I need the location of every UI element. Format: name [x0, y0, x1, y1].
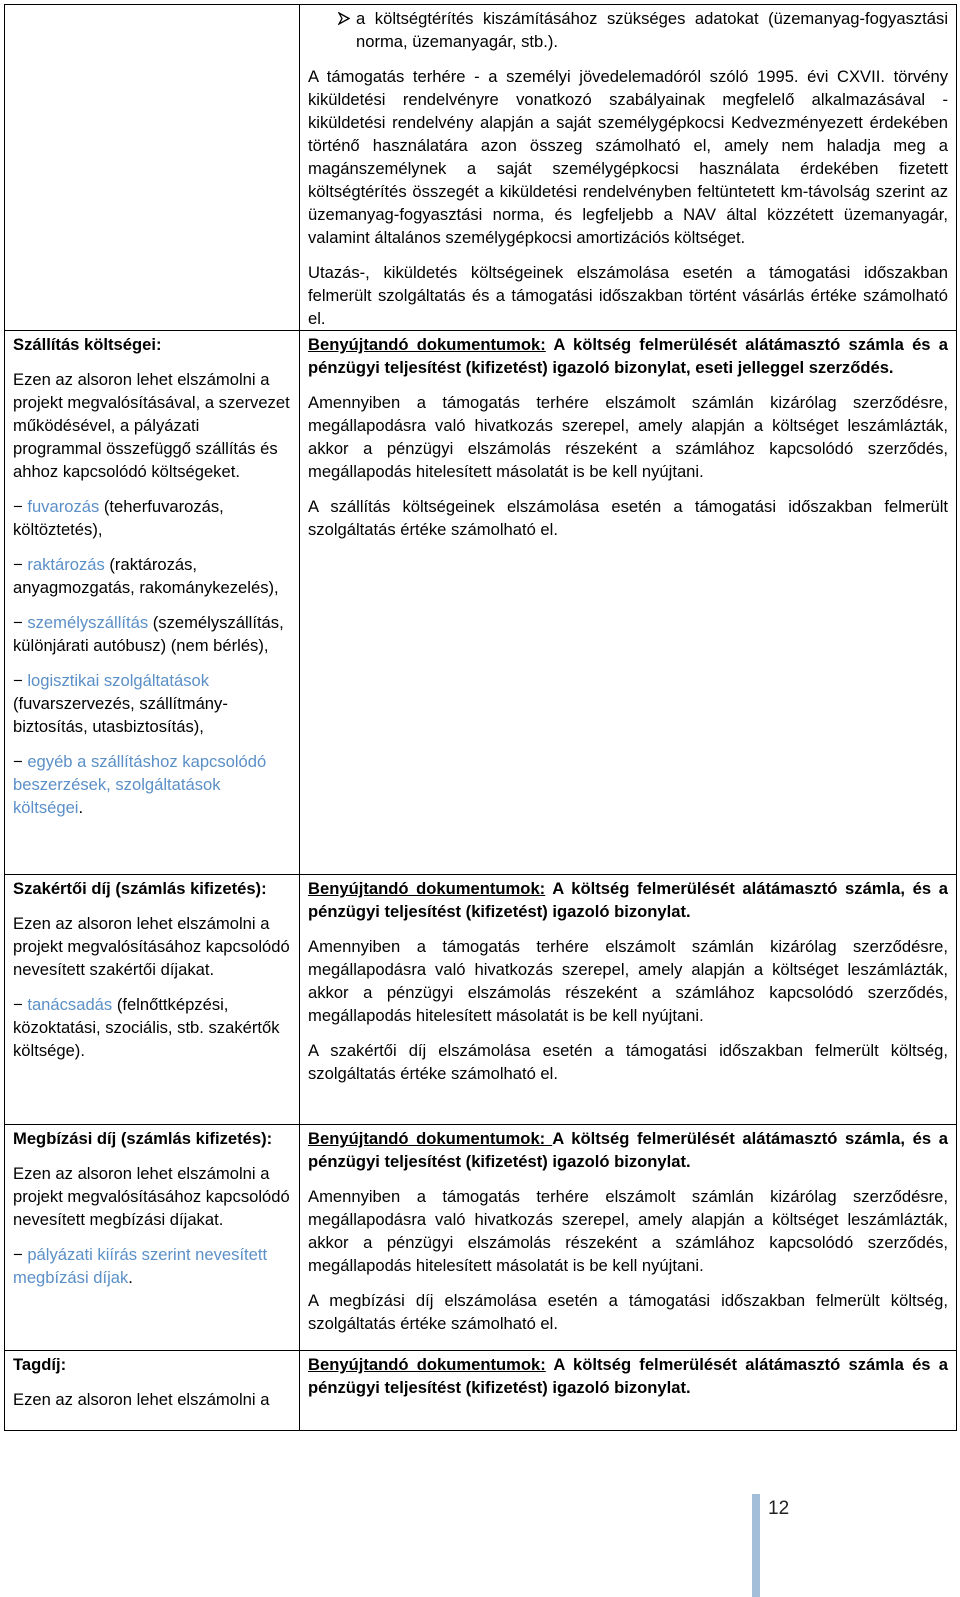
- item-link[interactable]: pályázati kiírás szerint nevesített megbízási díjak: [13, 1245, 268, 1287]
- right-cell: [300, 1351, 957, 1431]
- documents-label: Benyújtandó dokumentumok:: [308, 1129, 553, 1148]
- table-row: [5, 875, 957, 1125]
- paragraph: Amennyiben a támogatás terhére elszámolt számlán kizárólag szerződésre, megállapodásra való hivatkozás szerepel, amely alapján a költséget leszámlázták, akkor a pénzügyi elszámolás részeként a számlához kapcsolódó szerződés, megállapodás hitelesített másolatát is be kell nyújtani.: [308, 937, 948, 1025]
- documents-required: Benyújtandó dokumentumok: A költség felmerülését alátámasztó számla, és a pénzügyi teljesítést (kifizetést) igazoló bizonylat.: [308, 879, 948, 921]
- left-cell: [5, 875, 300, 1125]
- item-link[interactable]: tanácsadás: [27, 995, 113, 1014]
- section-intro: Ezen az alsoron lehet elszámolni a projekt megvalósításával, a szervezet működésével, a pályázati programmal összefüggő szállítás és ahhoz kapcsolódó költségeket.: [13, 370, 290, 481]
- right-cell: [300, 5, 957, 331]
- documents-required: Benyújtandó dokumentumok: A költség felmerülését alátámasztó számla, és a pénzügyi teljesítést (kifizetést) igazoló bizonylat.: [308, 1129, 948, 1171]
- section-intro: Ezen az alsoron lehet elszámolni a projekt megvalósításához kapcsolódó nevesített megbízási díjakat.: [13, 1164, 290, 1229]
- list-item: − személyszállítás (személyszállítás, különjárati autóbusz) (nem bérlés),: [13, 613, 284, 655]
- list-item: − pályázati kiírás szerint nevesített megbízási díjak.: [13, 1245, 268, 1287]
- section-title: Tagdíj:: [13, 1355, 67, 1374]
- item-link[interactable]: személyszállítás: [27, 613, 149, 632]
- item-link[interactable]: raktározás: [27, 555, 105, 574]
- documents-label: Benyújtandó dokumentumok:: [308, 335, 546, 354]
- bullet-text: a költségtérítés kiszámításához szükséges adatokat (üzemanyag-fogyasztási norma, üzemanyagár, stb.).: [356, 9, 948, 51]
- right-cell: [300, 875, 957, 1125]
- documents-label: Benyújtandó dokumentumok:: [308, 1355, 546, 1374]
- item-link[interactable]: egyéb a szállításhoz kapcsolódó beszerzések, szolgáltatások költségei: [13, 752, 267, 817]
- item-link[interactable]: logisztikai szolgáltatások: [27, 671, 210, 690]
- section-intro: Ezen az alsoron lehet elszámolni a: [13, 1390, 270, 1409]
- left-cell: [5, 1351, 300, 1431]
- documents-required: Benyújtandó dokumentumok: A költség felmerülését alátámasztó számla és a pénzügyi teljesítést (kifizetést) igazoló bizonylat.: [308, 1355, 948, 1397]
- list-item: − raktározás (raktározás, anyagmozgatás, rakománykezelés),: [13, 555, 279, 597]
- documents-required: Benyújtandó dokumentumok: A költség felmerülését alátámasztó számla és a pénzügyi teljesítést (kifizetést) igazoló bizonylat, eseti jelleggel szerződés.: [308, 335, 948, 377]
- left-cell: [5, 5, 300, 331]
- section-title: Szakértői díj (számlás kifizetés):: [13, 879, 267, 898]
- paragraph: Utazás-, kiküldetés költségeinek elszámolása esetén a támogatási időszakban felmerült szolgáltatás és a támogatási időszakban történt vásárlás értéke számolható el.: [308, 263, 948, 328]
- table-row: [5, 331, 957, 875]
- table-row: [5, 5, 957, 331]
- right-cell: [300, 331, 957, 875]
- paragraph: A támogatás terhére - a személyi jövedelemadóról szóló 1995. évi CXVII. törvény kiküldetési rendelvényre vonatkozó szabályainak megfelelő alkalmazásával - kiküldetési rendelvény alapján a saját személygépkocsi Kedvezményezett érdekében történő használatára azon összeg számolható el, amely nem haladja meg a magánszemélynek a saját személygépkocsi használata érdekében fizetett költségtérítés összegét a kiküldetési rendelvényben feltüntetett km-távolság szerint az üzemanyag-fogyasztási norma, és legfeljebb a NAV által közzétett üzemanyagár, valamint általános személygépkocsi amortizációs költséget.: [308, 67, 948, 247]
- section-title: Megbízási díj (számlás kifizetés):: [13, 1129, 273, 1148]
- page-number: 12: [768, 1498, 790, 1519]
- list-item: − fuvarozás (teherfuvarozás, költöztetés),: [13, 497, 224, 539]
- paragraph: Amennyiben a támogatás terhére elszámolt számlán kizárólag szerződésre, megállapodásra való hivatkozás szerepel, amely alapján a költséget leszámlázták, akkor a pénzügyi elszámolás részeként a számlához kapcsolódó szerződés, megállapodás hitelesített másolatát is be kell nyújtani.: [308, 393, 948, 481]
- item-link[interactable]: fuvarozás: [27, 497, 100, 516]
- footer-accent-bar: [752, 1494, 760, 1597]
- paragraph: A szakértői díj elszámolása esetén a támogatási időszakban felmerült költség, szolgáltatás értéke számolható el.: [308, 1041, 948, 1083]
- paragraph: A szállítás költségeinek elszámolása esetén a támogatási időszakban felmerült szolgáltatás értéke számolható el.: [308, 497, 948, 539]
- arrow-bullet-icon: [308, 7, 356, 25]
- list-item: − egyéb a szállításhoz kapcsolódó beszerzések, szolgáltatások költségei.: [13, 752, 267, 817]
- right-cell: [300, 1125, 957, 1351]
- table-row: [5, 1351, 957, 1431]
- section-intro: Ezen az alsoron lehet elszámolni a projekt megvalósításához kapcsolódó nevesített szakértői díjakat.: [13, 914, 290, 979]
- paragraph: Amennyiben a támogatás terhére elszámolt számlán kizárólag szerződésre, megállapodásra való hivatkozás szerepel, amely alapján a költséget leszámlázták, akkor a pénzügyi elszámolás részeként a számlához kapcsolódó szerződés, megállapodás hitelesített másolatát is be kell nyújtani.: [308, 1187, 948, 1275]
- left-cell: [5, 331, 300, 875]
- list-item: − tanácsadás (felnőttképzési, közoktatási, szociális, stb. szakértők költsége).: [13, 995, 280, 1060]
- list-item: − logisztikai szolgáltatások (fuvarszervezés, szállítmány-biztosítás, utasbiztosítás),: [13, 671, 228, 736]
- paragraph: A megbízási díj elszámolása esetén a támogatási időszakban felmerült költség, szolgáltatás értéke számolható el.: [308, 1291, 948, 1333]
- cost-table: [4, 4, 957, 1431]
- bullet-item: [308, 7, 948, 53]
- documents-label: Benyújtandó dokumentumok:: [308, 879, 546, 898]
- left-cell: [5, 1125, 300, 1351]
- table-row: [5, 1125, 957, 1351]
- section-title: Szállítás költségei:: [13, 335, 162, 354]
